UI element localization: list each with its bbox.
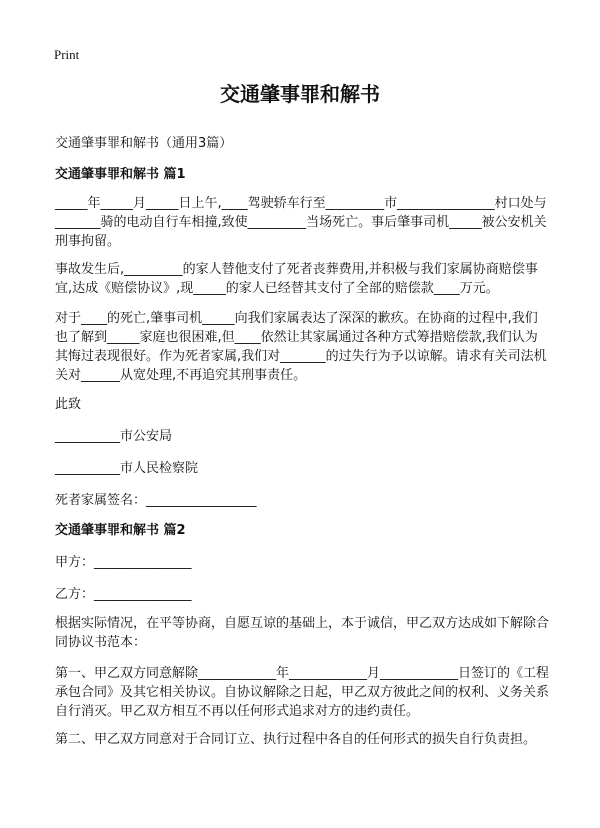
salutation: 此致 bbox=[55, 397, 82, 412]
section-2-heading: 交通肇事罪和解书 篇2 bbox=[55, 523, 186, 538]
print-link[interactable]: Print bbox=[54, 47, 80, 62]
addressee-police: __________市公安局 bbox=[55, 429, 173, 444]
section-2-item-2: 第二、甲乙双方同意对于合同订立、执行过程中各自的任何形式的损失自行负责担。 bbox=[55, 732, 537, 747]
section-1-heading: 交通肇事罪和解书 篇1 bbox=[55, 167, 186, 182]
document-subtitle: 交通肇事罪和解书（通用3篇） bbox=[55, 136, 233, 151]
section-1-paragraph-1: _____年_____月_____日上午,____驾驶轿车行至_________市_______________村口处与_______骑的电动自行车相撞,致使_________当场死亡。事后肇事司机_____被公安机关刑事拘留。 bbox=[55, 196, 547, 249]
section-1-paragraph-3: 对于____的死亡,肇事司机_____向我们家属表达了深深的歉疚。在协商的过程中,我们也了解到_____家庭也很困难,但____依然让其家属通过各种方式筹措赔偿款,我们认为其悔过表现很好。作为死者家属,我们对_______的过失行为予以谅解。请求有关司法机关对______从宽处理,不再追究其刑事责任。 bbox=[55, 311, 547, 383]
party-b-line: 乙方：_______________ bbox=[55, 587, 192, 602]
section-1-paragraph-2: 事故发生后,_________的家人替他支付了死者丧葬费用,并积极与我们家属协商赔偿事宜,达成《赔偿协议》,现_____的家人已经替其支付了全部的赔偿款____万元。 bbox=[55, 262, 538, 296]
addressee-procuratorate: __________市人民检察院 bbox=[55, 461, 199, 476]
page-title: 交通肇事罪和解书 bbox=[220, 82, 380, 106]
party-a-line: 甲方：_______________ bbox=[55, 555, 192, 570]
section-2-item-1: 第一、甲乙双方同意解除____________年____________月____________日签订的《工程承包合同》及其它相关协议。自协议解除之日起，甲乙双方彼此之间的权利、义务关系自行消灭。甲乙双方相互不再以任何形式追求对方的违约责任。 bbox=[55, 666, 550, 719]
section-2-paragraph-1: 根据实际情况，在平等协商，自愿互谅的基础上，本于诚信，甲乙双方达成如下解除合同协议书范本： bbox=[55, 616, 550, 650]
family-signature-line: 死者家属签名：_________________ bbox=[55, 493, 257, 508]
